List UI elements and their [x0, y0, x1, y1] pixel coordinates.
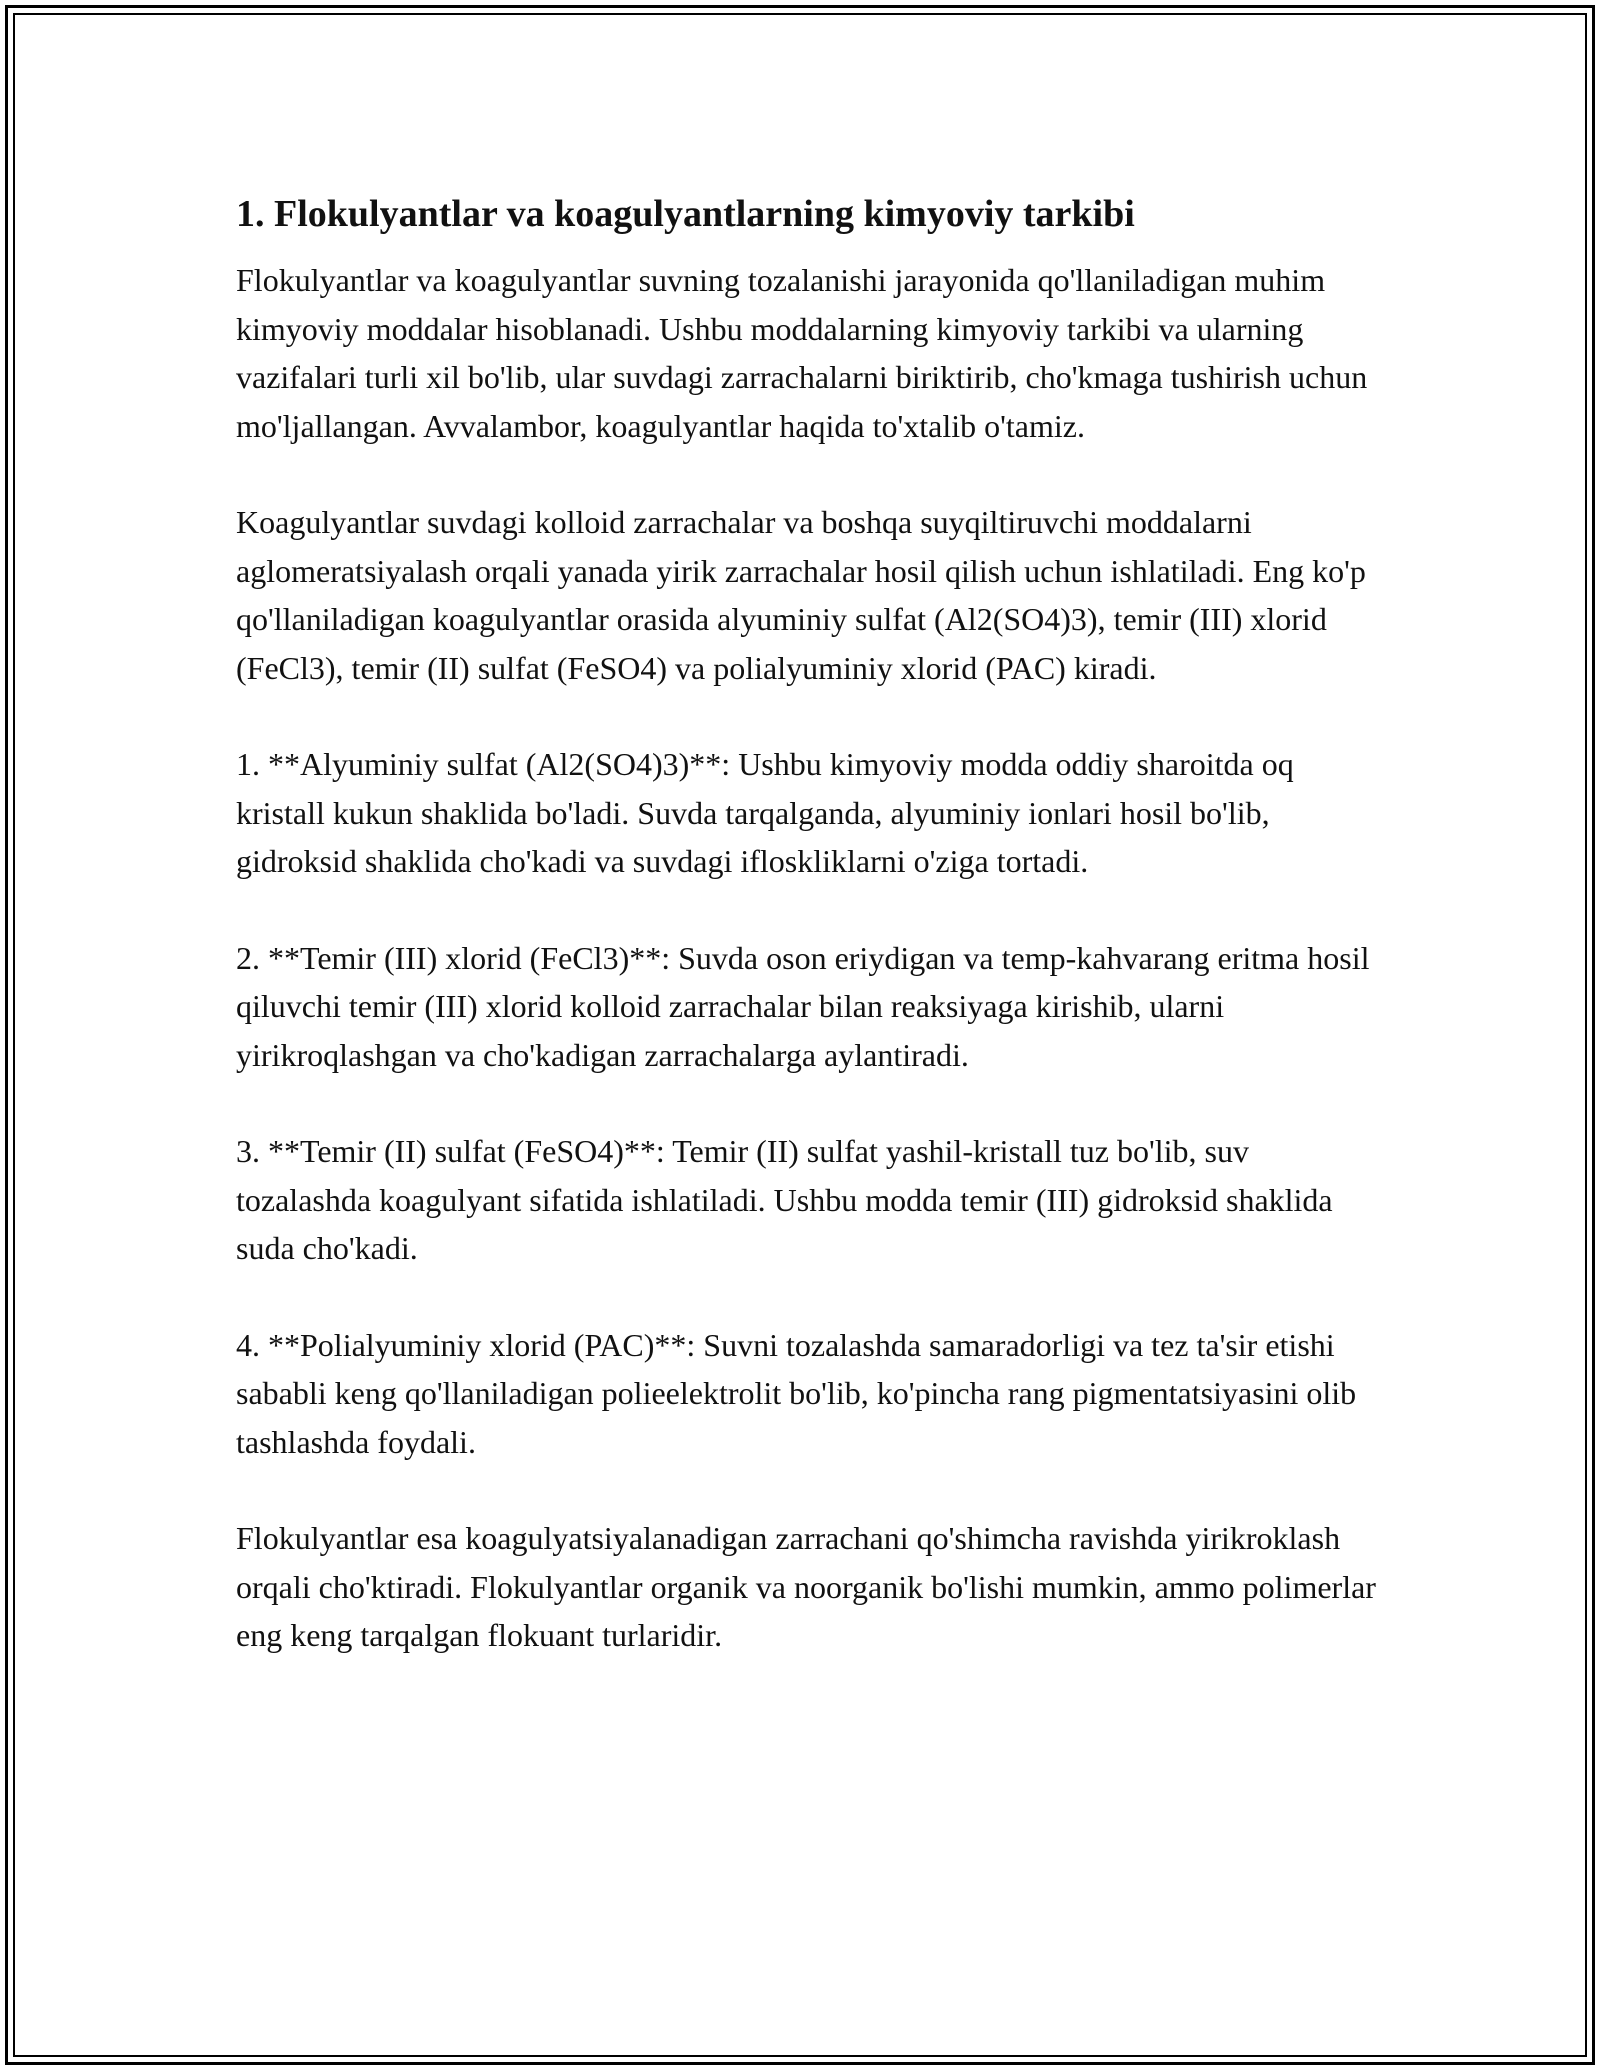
- list-item-iron-ii-sulfate: 3. **Temir (II) sulfat (FeSO4)**: Temir (II) sulfat yashil-kristall tuz bo'lib, suv tozalashda koagulyant sifatida ishlatiladi. Ushbu modda temir (III) gidroksid shaklida suda cho'kadi.: [236, 1133, 1333, 1266]
- document-body: [236, 186, 1376, 1708]
- list-item-iron-iii-chloride: 2. **Temir (III) xlorid (FeCl3)**: Suvda oson eriydigan va temp-kahvarang eritma hosil qiluvchi temir (III) xlorid kolloid zarrachalar bilan reaksiyaga kirishib, ularni yirikroqlashgan va cho'kadigan zarrachalarga aylantiradi.: [236, 939, 1370, 1073]
- paragraph-coagulants: Koagulyantlar suvdagi kolloid zarrachalar va boshqa suyqiltiruvchi moddalarni aglomeratsiyalash orqali yanada yirik zarrachalar hosil qilish uchun ishlatiladi. Eng ko'p qo'llaniladigan koagulyantlar orasida alyuminiy sulfat (Al2(SO4)3), temir (III) xlorid (FeCl3), temir (II) sulfat (FeSO4) va polialyuminiy xlorid (PAC) kiradi.: [236, 504, 1366, 686]
- paragraph-flocculants: Flokulyantlar esa koagulyatsiyalanadigan zarrachani qo'shimcha ravishda yirikroklash orqali cho'ktiradi. Flokulyantlar organik va noorganik bo'lishi mumkin, ammo polimerlar eng keng tarqalgan flokuant turlaridir.: [236, 1520, 1376, 1653]
- page-title: 1. Flokulyantlar va koagulyantlarning kimyoviy tarkibi: [236, 193, 1135, 235]
- paragraph-intro: Flokulyantlar va koagulyantlar suvning tozalanishi jarayonida qo'llaniladigan muhim kimyoviy moddalar hisoblanadi. Ushbu moddalarning kimyoviy tarkibi va ularning vazifalari turli xil bo'lib, ular suvdagi zarrachalarni biriktirib, cho'kmaga tushirish uchun mo'ljallangan. Avvalambor, koagulyantlar haqida to'xtalib o'tamiz.: [236, 262, 1368, 444]
- list-item-polyaluminium-chloride: 4. **Polialyuminiy xlorid (PAC)**: Suvni tozalashda samaradorligi va tez ta'sir etishi sababli keng qo'llaniladigan polieelektrolit bo'lib, ko'pincha rang pigmentatsiyasini olib tashlashda foydali.: [236, 1326, 1357, 1460]
- list-item-aluminium-sulfate: 1. **Alyuminiy sulfat (Al2(SO4)3)**: Ushbu kimyoviy modda oddiy sharoitda oq kristall kukun shaklida bo'ladi. Suvda tarqalganda, alyuminiy ionlari hosil bo'lib, gidroksid shaklida cho'kadi va suvdagi ifloskliklarni o'ziga tortadi.: [236, 746, 1294, 879]
